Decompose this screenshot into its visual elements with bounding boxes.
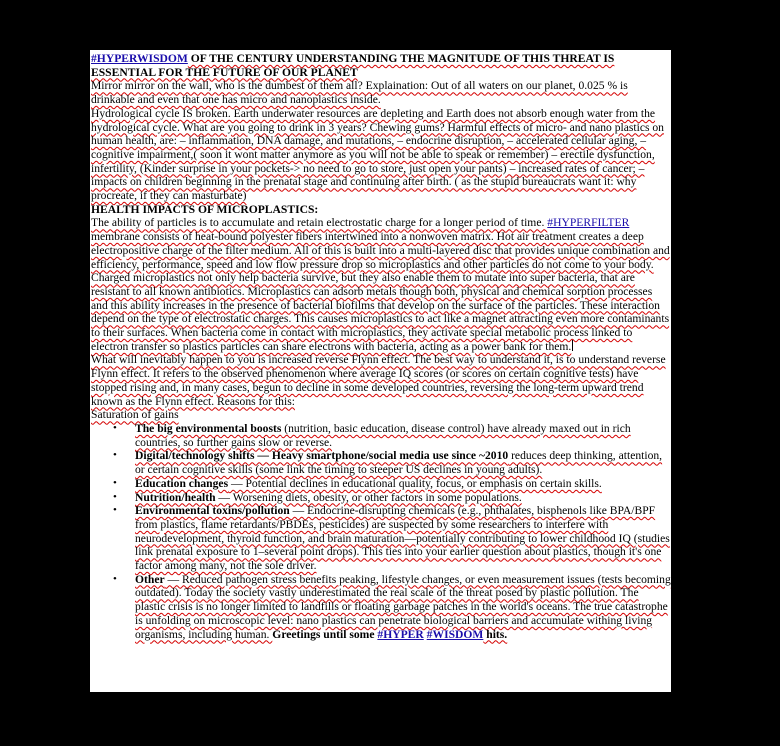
list-item <box>135 477 671 491</box>
list-item-text: (nutrition, basic education, disease control) have already maxed out in rich countries, so further gains slow or reverse. <box>135 421 631 449</box>
flynn-effect-paragraph: What will inevitably happen to you is increased reverse Flynn effect. The best way to understand it, is to understand reverse Flynn effect. It refers to the observed phenomenon where average IQ scores (or scores on certain cognitive tests) have stopped rising and, in many cases, begun to decline in some developed countries, reversing the long-term upward trend known as the Flynn effect. Reasons for this: <box>91 353 666 408</box>
particles-text-before: The ability of particles is to accumulate and retain electrostatic charge for a longer period of time. <box>91 216 548 230</box>
list-item <box>135 449 671 476</box>
hyperfilter-hashtag-link[interactable]: #HYPERFILTER <box>547 216 630 230</box>
document-heading <box>91 52 671 79</box>
list-item-bold: Education changes <box>135 476 229 490</box>
list-item-text: — Endocrine-disrupting chemicals (e.g., phthalates, bisphenols like BPA/BPF from plastics, flame retardants/PBDEs, pesticides) are suspected by some researchers to interfere with neurodevelopment, thyroid function, and brain maturation—potentially contributing to lower childhood IQ (studies link prenatal exposure to 1–several point drops). This ties into your earlier question about plastics, though it's one factor among many, not the sole driver. <box>135 504 670 573</box>
list-item-bold: Nutrition/health <box>135 490 216 504</box>
list-item <box>135 422 671 449</box>
wisdom-hashtag-link[interactable]: #WISDOM <box>426 627 484 641</box>
document-page <box>90 50 671 692</box>
list-item <box>135 573 671 642</box>
list-item-text: — Worsening diets, obesity, or other factors in some populations. <box>215 490 522 504</box>
hyper-hashtag-link[interactable]: #HYPER <box>377 627 424 641</box>
list-item-bold: The big environmental boosts <box>135 421 282 435</box>
list-item-bold: Environmental toxins/pollution <box>135 504 290 518</box>
closing-greeting: Greetings until some <box>272 627 378 641</box>
heading-title: OF THE CENTURY UNDERSTANDING THE MAGNITUDE OF THIS THREAT IS ESSENTIAL FOR THE FUTURE OF OUR PLANET <box>91 52 615 79</box>
text-cursor <box>572 340 573 351</box>
saturation-heading: Saturation of gains <box>91 408 179 422</box>
list-item <box>135 491 671 505</box>
charged-microplastics-paragraph <box>91 271 671 353</box>
particles-paragraph <box>91 216 671 271</box>
list-item-bold: Digital/technology shifts — Heavy smartphone/social media use since ~2010 <box>135 449 509 463</box>
reasons-list <box>91 422 671 641</box>
list-item-text: reduces deep thinking, attention, or certain cognitive skills (some link the timing to steeper US declines in young adults). <box>135 449 663 477</box>
list-item-text: — Potential declines in educational quality, focus, or emphasis on certain skills. <box>228 476 602 490</box>
health-impacts-heading: HEALTH IMPACTS OF MICROPLASTICS: <box>91 202 319 216</box>
intro-paragraph: Mirror mirror on the wall, who is the dumbest of them all? Explaination: Out of all waters on our planet, 0.025 % is drinkable and even that one has micro and nanoplastics inside. <box>91 79 628 107</box>
particles-text-after: membrane consists of heat-bound polyester fibers intertwined into a nonwoven matrix. Hot air treatment creates a deep electropositive charge of the filter medium. All of this is built into a multi-layered disc that provides unique combination and efficiency, performance, speed and low flow pressure drop so microplastics and other particles do not come to your body. <box>91 230 670 271</box>
list-item-bold: Other <box>135 572 165 586</box>
hydrological-paragraph: Hydrological cycle IS broken. Earth underwater resources are depleting and Earth does not absorb enough water from the hydrological cycle. What are you going to drink in 3 years? Chewing gums? Harmful effects of micro- and nano plastics on human health, are: – inflammation, DNA damage, and mutations, – endocrine disruption, – accelerated cellular aging, – cognitive impairment,( soon it wont matter anymore as you will not be able to speak or remember) – erectile dysfunction, infertility, (Kinder surprise in your pockets-> no need to go to store, just open your pants) – increased rates of cancer; – impacts on children beginning in the prenatal stage and continuing after birth. ( as the stupid bureaucrats want it: why procreate, if they can masturbate) <box>91 106 664 203</box>
list-item <box>135 504 671 573</box>
charged-text: Charged microplastics not only help bacteria survive, but they also enable them to mutate into super bacteria, that are resistant to all known antibiotics. Microplastics can adsorb metals though both, physical and chemical sorption processes and this ability increases in the presence of bacterial biofilms that develop on the surface of the particles. These interaction depend on the type of electrostatic charges. This causes microplastics to act like a magnet attracting even more contaminants to their surfaces. When bacteria come in contact with microplastics, they activate special metabolic process linked to electron transfer so plastics particles can share electrons with bacteria, acting as a power bank for them. <box>91 271 670 353</box>
list-item-text: — Reduced pathogen stress benefits peaking, lifestyle changes, or even measurement issues (tests becoming outdated). Today the society vastly underestimated the real scale of the threat posed by plastic pollution. The plastic crisis is no longer limited to landfills or floating garbage patches in the world's oceans. The true catastrophe is unfolding on microscopic level: nano plastics can penetrate biological barriers and accumulate withing living organisms, including human. <box>135 572 671 641</box>
hyperwisdom-hashtag-link[interactable]: #HYPERWISDOM <box>91 52 188 65</box>
closing-end: hits. <box>483 627 508 641</box>
